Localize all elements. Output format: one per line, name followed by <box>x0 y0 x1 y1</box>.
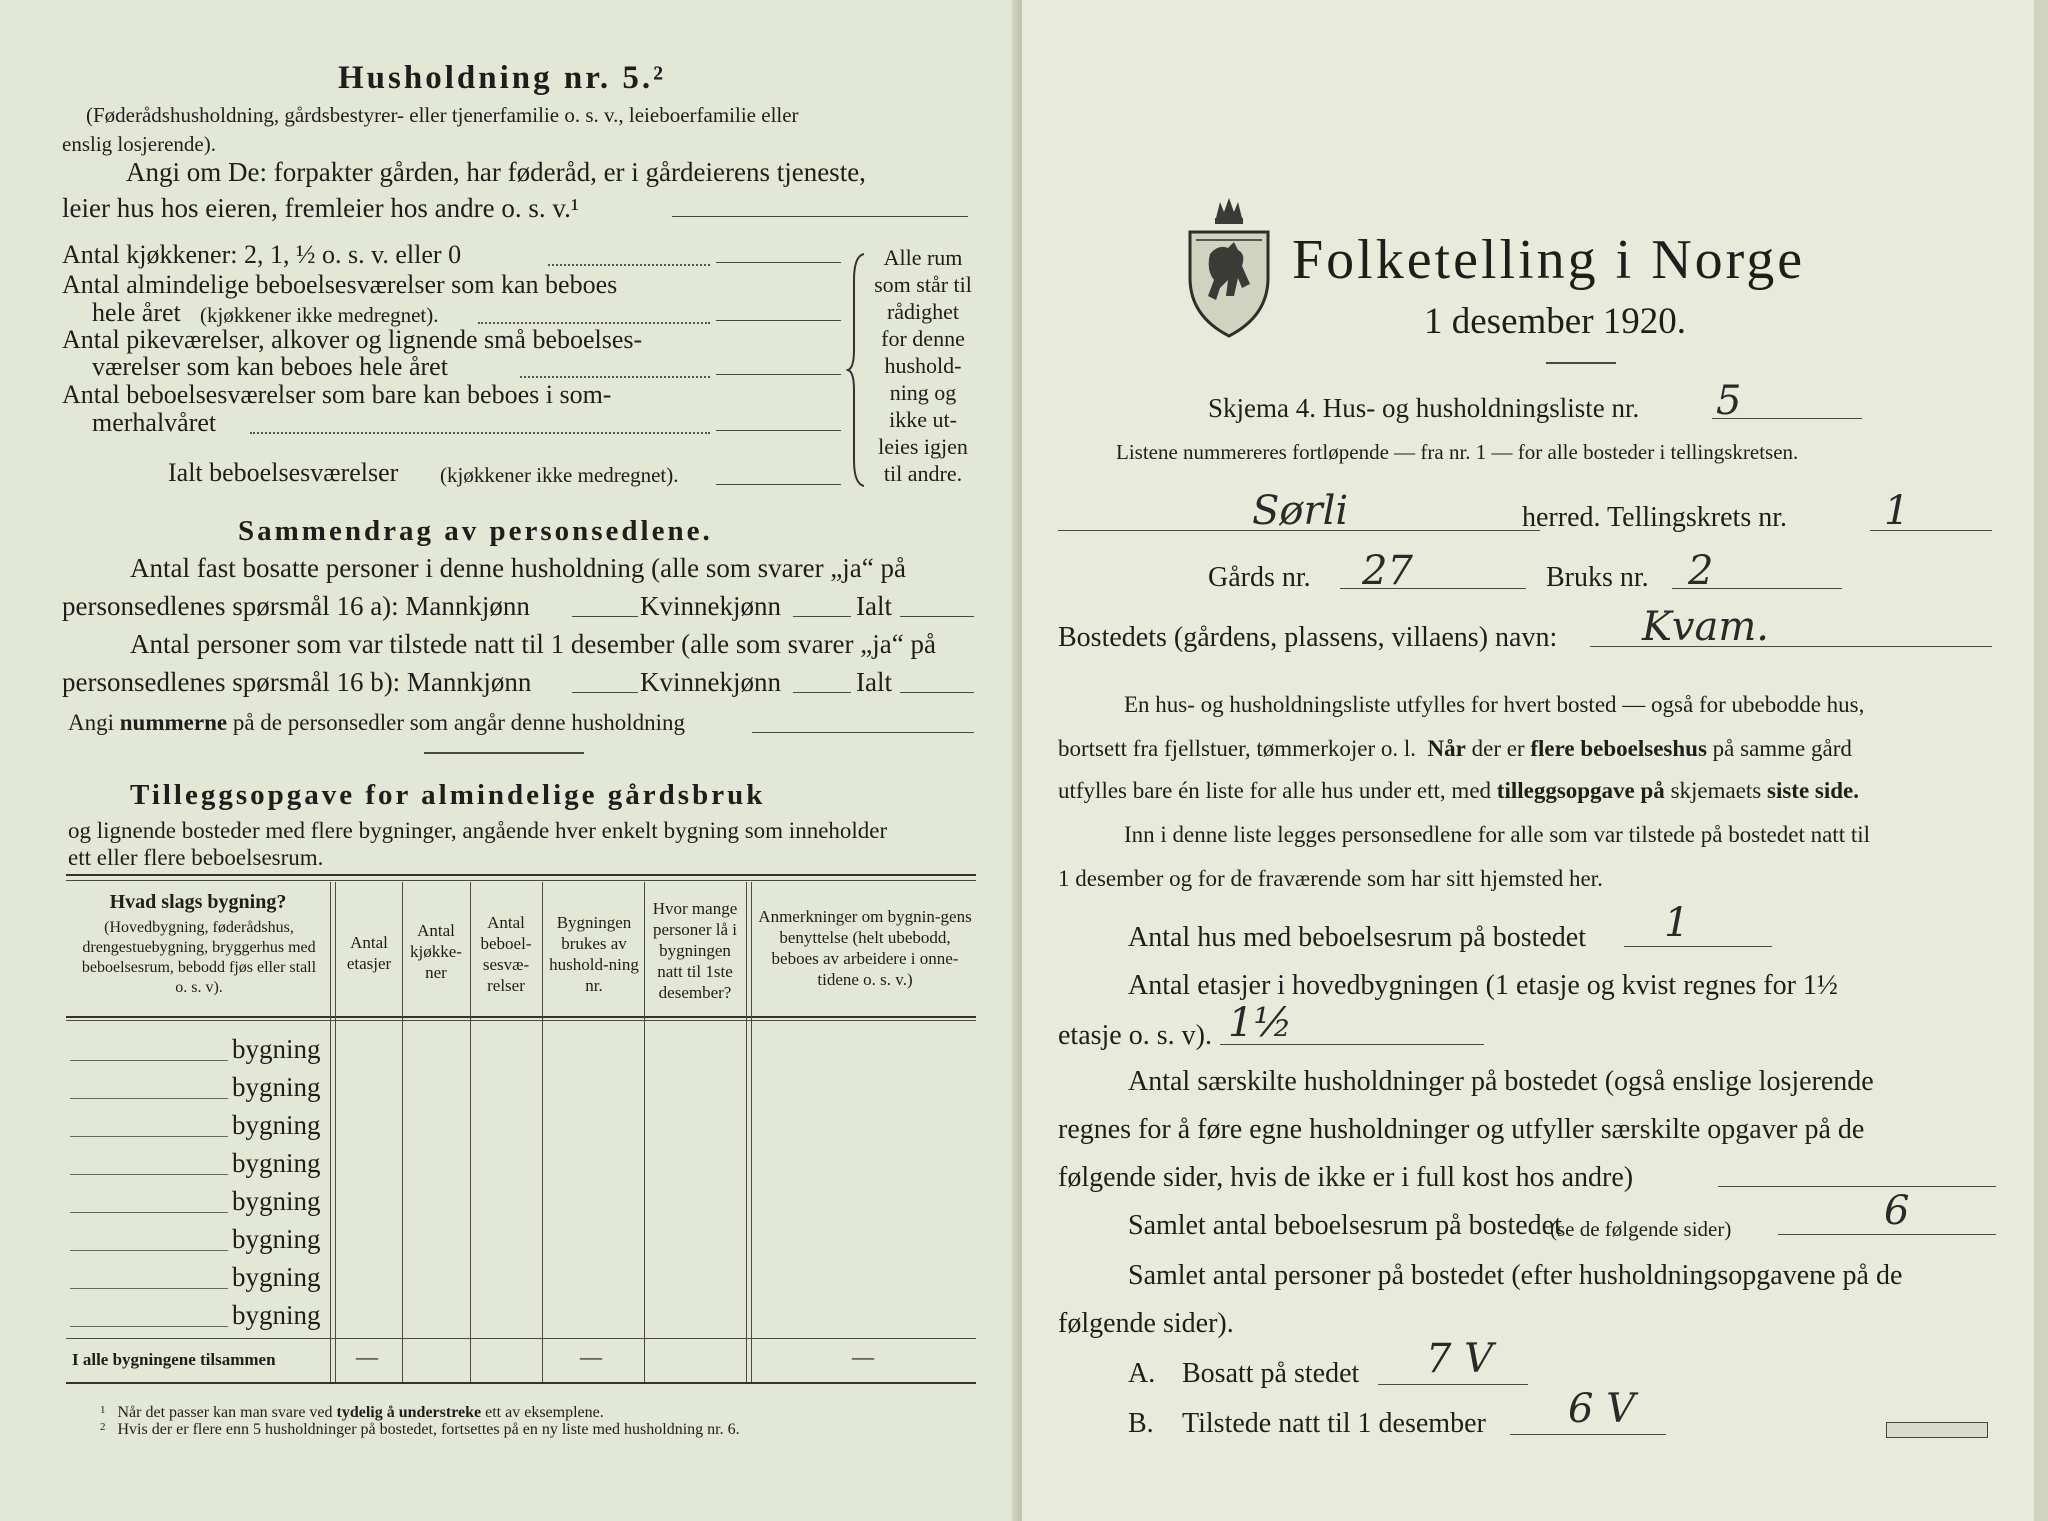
col-header-beboelsesvaerelser: Antal beboel-sesvæ-relser <box>480 913 532 995</box>
hus-label: Antal hus med beboelsesrum på bostedet <box>1128 922 1587 953</box>
samlet-pers-line-2: følgende sider). <box>1058 1308 1234 1339</box>
col-header-husholdning: Bygningen brukes av hushold-ning nr. <box>549 913 639 995</box>
ialt-answer <box>716 484 841 485</box>
en-line-3: utfylles bare én liste for alle hus under ett, med tilleggsopgave på skjemaets siste side. <box>1058 778 1860 803</box>
tillegg-line-1: og lignende bosteder med flere bygninger, angående hver enkelt bygning som inneholder <box>68 818 888 843</box>
som-answer <box>716 430 841 431</box>
col-header-etasjer: Antal etasjer <box>346 933 392 973</box>
tilstede-value: 6 V <box>1568 1386 1636 1432</box>
tillegg-line-2: ett eller flere beboelsesrum. <box>68 845 324 870</box>
samm-line-3: Antal personer som var tilstede natt til 1 desember (alle som svarer „ja“ på <box>130 629 936 659</box>
inn-line-2: 1 desember og for de fraværende som har sitt hjemsted her. <box>1058 866 1603 891</box>
household-title: Husholdning nr. 5.² <box>338 60 666 96</box>
samlet-rum-line <box>1778 1234 1996 1235</box>
intro-line-2: enslig losjerende). <box>62 132 216 156</box>
angi-nummerne: Angi nummerne på de personsedler som angår denne husholdning <box>68 710 686 735</box>
intro-line-1: (Føderådshusholdning, gårdsbestyrer- eller tjenerfamilie o. s. v., leieboerfamilie eller <box>86 103 799 127</box>
alm-line-1: Antal almindelige beboelsesværelser som kan beboes <box>62 270 618 299</box>
table-row: bygning <box>232 1300 321 1330</box>
samm-line-4: personsedlenes spørsmål 16 b): Mannkjønn <box>62 667 532 697</box>
bruks-label: Bruks nr. <box>1546 562 1649 593</box>
samlet-rum-label: Samlet antal beboelsesrum på bostedet <box>1128 1210 1562 1241</box>
pike-line-2: værelser som kan beboes hele året <box>92 352 448 381</box>
col-header-kjokkener: Antal kjøkke-ner <box>410 921 462 982</box>
bosatt-value: 7 V <box>1426 1336 1494 1382</box>
samlet-rum-value: 6 <box>1884 1188 1910 1234</box>
sarskilte-line-1: Antal særskilte husholdninger på bostedet (også enslige losjerende <box>1128 1066 1874 1097</box>
ialt-note: (kjøkkener ikke medregnet). <box>440 463 679 487</box>
right-page <box>1022 0 2048 1521</box>
printer-stamp <box>1886 1422 1988 1438</box>
kvinne-16a-answer <box>793 616 851 617</box>
ialt-label: Ialt beboelsesværelser <box>168 458 399 487</box>
etasjer-line-1: Antal etasjer i hovedbygningen (1 etasje og kvist regnes for 1½ <box>1128 970 1838 1001</box>
etasjer-value: 1½ <box>1228 1000 1293 1046</box>
samm-line-2: personsedlenes spørsmål 16 a): Mannkjønn <box>62 591 530 621</box>
alm-answer <box>716 320 841 321</box>
sarskilte-line-2: regnes for å føre egne husholdninger og utfyller særskilte opgaver på de <box>1058 1114 1865 1145</box>
tilstede-letter: B. <box>1128 1408 1154 1439</box>
alm-line-2-note: (kjøkkener ikke medregnet). <box>200 303 439 327</box>
col-header-personer: Hvor mange personer lå i bygningen natt til 1ste desember? <box>652 899 738 1002</box>
table-row: bygning <box>232 1072 321 1102</box>
kjokkener-label: Antal kjøkkener: 2, 1, ½ o. s. v. eller 0 <box>62 240 462 269</box>
angi-line-1: Angi om De: forpakter gården, har føderåd, er i gårdeierens tjeneste, <box>126 157 866 187</box>
hus-line <box>1624 946 1772 947</box>
table-row: bygning <box>232 1186 321 1216</box>
angi-answer-line <box>672 216 968 217</box>
hus-value: 1 <box>1664 900 1690 946</box>
skjema-label: Skjema 4. Hus- og husholdningsliste nr. <box>1208 393 1640 423</box>
bosatt-letter: A. <box>1128 1358 1156 1389</box>
total-anmerkninger: — <box>852 1344 874 1369</box>
norway-coat-of-arms-icon <box>1180 192 1278 340</box>
kvinne-16b-answer <box>793 692 851 693</box>
listene-note: Listene nummereres fortløpende — fra nr. 1 — for alle bosteder i tellingskretsen. <box>1116 440 1799 464</box>
som-line-1: Antal beboelsesværelser som bare kan beboes i som- <box>62 380 612 409</box>
skjema-value: 5 <box>1716 378 1742 424</box>
tilstede-line <box>1510 1434 1666 1435</box>
mann-16b-answer <box>572 692 638 693</box>
pike-line-1: Antal pikeværelser, alkover og lignende små beboelses- <box>62 325 643 354</box>
samm-line-1: Antal fast bosatte personer i denne husholdning (alle som svarer „ja“ på <box>130 553 906 583</box>
mann-16a-answer <box>572 616 638 617</box>
kvinne-16a-label: Kvinnekjønn <box>640 591 781 621</box>
en-line-2: bortsett fra fjellstuer, tømmerkojer o. l. Når der er flere beboelseshus på samme gård <box>1058 736 1852 761</box>
en-line-1: En hus- og husholdningsliste utfylles for hvert bosted — også for ubebodde hus, <box>1124 692 1865 717</box>
census-title: Folketelling i Norge <box>1292 229 1806 291</box>
total-husholdning: — <box>580 1344 602 1369</box>
total-etasjer: — <box>356 1344 378 1369</box>
ialt-16a-answer <box>900 616 974 617</box>
bosatt-line <box>1378 1384 1528 1385</box>
side-note: Alle rum som står til rådighet for denne hushold- ning og ikke ut- leies igjen til andre. <box>874 245 972 486</box>
pike-answer <box>716 374 841 375</box>
kjokkener-answer <box>716 262 841 263</box>
table-row: bygning <box>232 1262 321 1292</box>
bosatt-label: Bosatt på stedet <box>1182 1358 1360 1389</box>
footnote-1: $^1$ Når det passer kan man svare ved tydelig å understreke ett av eksemplene. <box>100 1404 604 1421</box>
tillegg-title: Tilleggsopgave for almindelige gårdsbruk <box>130 779 766 811</box>
etasjer-line-2: etasje o. s. v). <box>1058 1020 1212 1051</box>
total-row-label: I alle bygningene tilsammen <box>72 1350 276 1369</box>
ialt-16b-label: Ialt <box>856 667 892 697</box>
gards-label: Gårds nr. <box>1208 562 1311 593</box>
col-header-type-sub: (Hovedbygning, føderådshus, drengestuebygning, bryggerhus med beboelsesrum, bebodd fjøs eller stall o. s. v). <box>81 919 317 996</box>
left-page <box>0 0 1020 1521</box>
table-row: bygning <box>232 1034 321 1064</box>
table-row: bygning <box>232 1148 321 1178</box>
angi-line-2: leier hus hos eieren, fremleier hos andre o. s. v.¹ <box>62 193 579 223</box>
som-line-2: merhalvåret <box>92 408 217 437</box>
herred-label: herred. Tellingskrets nr. <box>1522 502 1788 533</box>
page-edge <box>2034 0 2048 1521</box>
ialt-16a-label: Ialt <box>856 591 892 621</box>
census-date: 1 desember 1920. <box>1424 301 1687 342</box>
alm-line-2: hele året <box>92 298 181 327</box>
herred-value: Sørli <box>1252 488 1349 534</box>
samlet-pers-line-1: Samlet antal personer på bostedet (efter husholdningsopgavene på de <box>1128 1260 1903 1291</box>
col-header-anmerkninger: Anmerkninger om bygnin-gens benyttelse (helt ubebodd, beboes av arbeidere i onne-tidene o. s. v.) <box>758 907 972 989</box>
inn-line-1: Inn i denne liste legges personsedlene for alle som var tilstede på bostedet natt til <box>1124 822 1871 847</box>
bosted-label: Bostedets (gårdens, plassens, villaens) navn: <box>1058 622 1558 653</box>
col-header-type: Hvad slags bygning? <box>109 891 287 913</box>
samlet-rum-note: (se de følgende sider) <box>1550 1217 1732 1241</box>
ialt-16b-answer <box>900 692 974 693</box>
sammendrag-title: Sammendrag av personsedlene. <box>238 515 713 547</box>
tilstede-label: Tilstede natt til 1 desember <box>1182 1408 1486 1439</box>
kvinne-16b-label: Kvinnekjønn <box>640 667 781 697</box>
table-row: bygning <box>232 1224 321 1254</box>
bosted-value: Kvam. <box>1642 604 1769 650</box>
curly-brace <box>846 250 870 490</box>
sarskilte-line-3: følgende sider, hvis de ikke er i full kost hos andre) <box>1058 1162 1634 1193</box>
nummerne-answer <box>752 732 974 733</box>
sarskilte-answer-line <box>1718 1186 1996 1187</box>
table-row: bygning <box>232 1110 321 1140</box>
krets-value: 1 <box>1884 488 1910 534</box>
bruks-value: 2 <box>1688 548 1714 594</box>
gards-value: 27 <box>1362 548 1413 594</box>
footnote-2: $^2$ Hvis der er flere enn 5 husholdninger på bostedet, fortsettes på en ny liste med husholdning nr. 6. <box>100 1421 740 1438</box>
